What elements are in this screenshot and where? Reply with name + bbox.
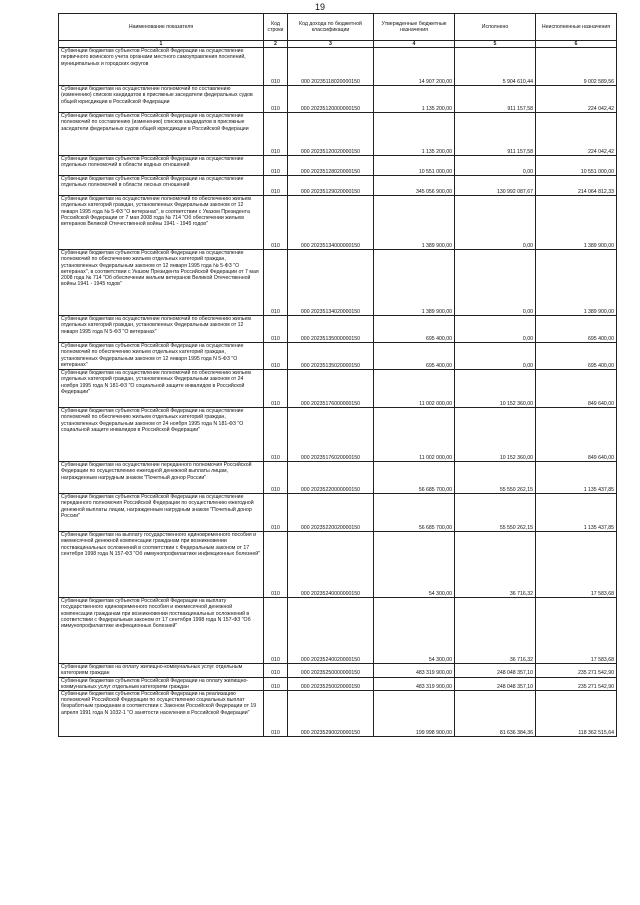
- row-executed: 0,00: [455, 316, 536, 343]
- row-name: Субвенции бюджетам на осуществление полномочий по обеспечению жильем отдельных категорий граждан, установленных Федеральным законом от 12 января 1995 года N 5-ФЗ "О ветеранах": [59, 316, 264, 343]
- row-executed: 10 152 360,00: [455, 408, 536, 462]
- row-classification: 000 20235134000000150: [288, 196, 374, 250]
- row-approved: 199 998 900,00: [374, 691, 455, 737]
- row-executed: 0,00: [455, 343, 536, 370]
- row-code: 010: [264, 156, 288, 176]
- row-classification: 000 20235120020000150: [288, 113, 374, 156]
- row-name: Субвенции бюджетам субъектов Российской Федерации на осуществление отдельных полномочий в области лесных отношений: [59, 176, 264, 196]
- row-name: Субвенции бюджетам субъектов Российской Федерации на оплату жилищно-коммунальных услуг отдельным категориям граждан: [59, 677, 264, 690]
- row-classification: 000 20235128020000150: [288, 156, 374, 176]
- row-unexecuted: 695 400,00: [536, 316, 617, 343]
- row-code: 010: [264, 316, 288, 343]
- row-code: 010: [264, 664, 288, 677]
- table-row: [59, 196, 617, 250]
- table-row: [59, 462, 617, 494]
- row-executed: 10 152 360,00: [455, 370, 536, 408]
- row-executed: 55 550 262,15: [455, 462, 536, 494]
- row-code: 010: [264, 176, 288, 196]
- header-classification: Код дохода по бюджетной классификации: [288, 14, 374, 41]
- row-executed: 248 048 357,10: [455, 677, 536, 690]
- row-classification: 000 20235120000000150: [288, 86, 374, 113]
- table-row: [59, 316, 617, 343]
- table-row: [59, 113, 617, 156]
- row-unexecuted: 849 640,00: [536, 408, 617, 462]
- row-name: Субвенции бюджетам на оплату жилищно-коммунальных услуг отдельным категориям граждан: [59, 664, 264, 677]
- table-row: [59, 86, 617, 113]
- row-name: Субвенции бюджетам на осуществление полномочий по составлению (изменению) списков кандидатов в присяжные заседатели федеральных судов общей юрисдикции в Российской Федерации: [59, 86, 264, 113]
- row-name: Субвенции бюджетам субъектов Российской Федерации на осуществление полномочий по обеспечению жильем отдельных категорий граждан, установленных Федеральным законом от 12 января 1995 года N 5-ФЗ "О ветеранах": [59, 343, 264, 370]
- row-executed: 0,00: [455, 196, 536, 250]
- page-number: 19: [314, 2, 325, 12]
- column-number: 2: [264, 41, 288, 48]
- row-code: 010: [264, 86, 288, 113]
- row-unexecuted: 235 271 542,90: [536, 677, 617, 690]
- row-approved: 483 319 900,00: [374, 677, 455, 690]
- table-body: [59, 48, 617, 737]
- row-approved: 1 135 200,00: [374, 113, 455, 156]
- row-classification: 000 20235220020000150: [288, 494, 374, 532]
- table-row: [59, 250, 617, 316]
- row-classification: 000 20235134020000150: [288, 250, 374, 316]
- row-classification: 000 20235250000000150: [288, 664, 374, 677]
- row-name: Субвенции бюджетам субъектов Российской Федерации на осуществление переданного полномочия Российской Федерации по осуществлению ежегодной денежной выплаты лицам, награжденным нагрудным знаком "Почетный донор России": [59, 494, 264, 532]
- row-name: Субвенции бюджетам субъектов Российской Федерации на осуществление полномочий по обеспечению жильем отдельных категорий граждан, установленных Федеральным законом от 24 ноября 1995 года N 181-ФЗ "О социальной защите инвалидов в Российской Федерации": [59, 408, 264, 462]
- row-approved: 56 685 700,00: [374, 494, 455, 532]
- row-classification: 000 20235135000000150: [288, 316, 374, 343]
- row-executed: 36 716,32: [455, 598, 536, 664]
- row-unexecuted: 224 042,42: [536, 113, 617, 156]
- table-row: [59, 370, 617, 408]
- table-row: [59, 677, 617, 690]
- row-executed: 911 157,58: [455, 113, 536, 156]
- table-row: [59, 48, 617, 86]
- row-executed: 55 550 262,15: [455, 494, 536, 532]
- row-name: Субвенции бюджетам на осуществление полномочий по обеспечению жильем отдельных категорий граждан, установленных Федеральным законом от 12 января 1995 года № 5-ФЗ "О ветеранах", в соответствии с Указом Президента Российской Федерации от 7 мая 2008 года № 714 "Об обеспечении жильем ветеранов Великой Отечественной войны 1941 - 1945 годов": [59, 196, 264, 250]
- header-name: Наименование показателя: [59, 14, 264, 41]
- row-name: Субвенции бюджетам субъектов Российской Федерации на осуществление полномочий по составлению (изменению) списков кандидатов в присяжные заседатели федеральных судов общей юрисдикции в Российской Федерации: [59, 113, 264, 156]
- row-code: 010: [264, 370, 288, 408]
- row-approved: 345 056 900,00: [374, 176, 455, 196]
- row-unexecuted: 1 135 437,85: [536, 462, 617, 494]
- row-executed: 911 157,58: [455, 86, 536, 113]
- table-row: [59, 664, 617, 677]
- column-number: 4: [374, 41, 455, 48]
- row-approved: 1 135 200,00: [374, 86, 455, 113]
- row-approved: 695 400,00: [374, 316, 455, 343]
- column-number: 6: [536, 41, 617, 48]
- header-approved: Утвержденные бюджетные назначения: [374, 14, 455, 41]
- header-code: Код строки: [264, 14, 288, 41]
- row-code: 010: [264, 113, 288, 156]
- row-executed: 248 048 357,10: [455, 664, 536, 677]
- row-classification: 000 20235118020000150: [288, 48, 374, 86]
- row-code: 010: [264, 677, 288, 690]
- row-code: 010: [264, 691, 288, 737]
- row-unexecuted: 10 551 000,00: [536, 156, 617, 176]
- row-code: 010: [264, 48, 288, 86]
- table-row: [59, 598, 617, 664]
- row-code: 010: [264, 196, 288, 250]
- row-approved: 695 400,00: [374, 343, 455, 370]
- row-classification: 000 20235240020000150: [288, 598, 374, 664]
- row-classification: 000 20235220000000150: [288, 462, 374, 494]
- row-classification: 000 20235129020000150: [288, 176, 374, 196]
- row-classification: 000 20235176020000150: [288, 408, 374, 462]
- row-name: Субвенции бюджетам субъектов Российской Федерации на реализацию полномочий Российской Федерации по осуществлению социальных выплат безработным гражданам в соответствии с Законом Российской Федерации от 19 апреля 1991 года N 1032-1 "О занятости населения в Российской Федерации": [59, 691, 264, 737]
- row-code: 010: [264, 343, 288, 370]
- row-code: 010: [264, 598, 288, 664]
- row-classification: 000 20235240000000150: [288, 532, 374, 598]
- row-name: Субвенции бюджетам субъектов Российской Федерации на выплату государственного единовременного пособия и ежемесячной денежной компенсации гражданам при возникновении поствакцинальных осложнений в соответствии с Федеральным законом от 17 сентября 1998 года N 157-ФЗ "Об иммунопрофилактике инфекционных болезней": [59, 598, 264, 664]
- row-unexecuted: 224 042,42: [536, 86, 617, 113]
- row-executed: 0,00: [455, 156, 536, 176]
- row-name: Субвенции бюджетам субъектов Российской Федерации на осуществление первичного воинского учета органами местного самоуправления поселений, муниципальных и городских округов: [59, 48, 264, 86]
- row-approved: 10 551 000,00: [374, 156, 455, 176]
- row-unexecuted: 849 640,00: [536, 370, 617, 408]
- table-row: [59, 494, 617, 532]
- column-number: 3: [288, 41, 374, 48]
- header-unexecuted: Неисполненные назначения: [536, 14, 617, 41]
- row-classification: 000 20235250020000150: [288, 677, 374, 690]
- row-name: Субвенции бюджетам на осуществление переданного полномочия Российской Федерации по осуществлению ежегодной денежной выплаты лицам, награжденным нагрудным знаком "Почетный донор России": [59, 462, 264, 494]
- table-row: [59, 343, 617, 370]
- table-row: [59, 176, 617, 196]
- row-classification: 000 20235135020000150: [288, 343, 374, 370]
- row-approved: 56 685 700,00: [374, 462, 455, 494]
- row-executed: 36 716,32: [455, 532, 536, 598]
- row-name: Субвенции бюджетам субъектов Российской Федерации на осуществление полномочий по обеспечению жильем отдельных категорий граждан, установленных Федеральным законом от 12 января 1995 года № 5-ФЗ "О ветеранах", в соответствии с Указом Президента Российской Федерации от 7 мая 2008 года № 714 "Об обеспечении жильем ветеранов Великой Отечественной войны 1941 - 1945 годов": [59, 250, 264, 316]
- row-unexecuted: 9 002 589,56: [536, 48, 617, 86]
- row-name: Субвенции бюджетам на выплату государственного единовременного пособия и ежемесячной денежной компенсации гражданам при возникновении поствакцинальных осложнений в соответствии с Федеральным законом от 17 сентября 1998 года N 157-ФЗ "Об иммунопрофилактике инфекционных болезней": [59, 532, 264, 598]
- row-approved: 1 389 900,00: [374, 250, 455, 316]
- row-approved: 54 300,00: [374, 598, 455, 664]
- row-unexecuted: 214 064 812,33: [536, 176, 617, 196]
- row-executed: 0,00: [455, 250, 536, 316]
- row-unexecuted: 1 389 900,00: [536, 196, 617, 250]
- row-executed: 5 904 610,44: [455, 48, 536, 86]
- row-unexecuted: 235 271 542,90: [536, 664, 617, 677]
- table-row: [59, 532, 617, 598]
- row-approved: 54 300,00: [374, 532, 455, 598]
- row-classification: 000 20235176000000150: [288, 370, 374, 408]
- row-unexecuted: 17 583,68: [536, 532, 617, 598]
- row-unexecuted: 118 362 515,64: [536, 691, 617, 737]
- row-approved: 1 389 900,00: [374, 196, 455, 250]
- column-number: 5: [455, 41, 536, 48]
- header-executed: Исполнено: [455, 14, 536, 41]
- row-executed: 130 992 087,67: [455, 176, 536, 196]
- row-code: 010: [264, 250, 288, 316]
- row-approved: 11 002 000,00: [374, 370, 455, 408]
- row-classification: 000 20235290020000150: [288, 691, 374, 737]
- table-row: [59, 156, 617, 176]
- header-row: [59, 14, 617, 41]
- row-executed: 81 636 384,36: [455, 691, 536, 737]
- column-number-row: [59, 41, 617, 48]
- row-code: 010: [264, 408, 288, 462]
- row-approved: 11 002 000,00: [374, 408, 455, 462]
- row-name: Субвенции бюджетам на осуществление полномочий по обеспечению жильем отдельных категорий граждан, установленных Федеральным законом от 24 ноября 1995 года N 181-ФЗ "О социальной защите инвалидов в Российской Федерации": [59, 370, 264, 408]
- row-code: 010: [264, 494, 288, 532]
- row-unexecuted: 1 135 437,85: [536, 494, 617, 532]
- row-code: 010: [264, 532, 288, 598]
- row-unexecuted: 1 389 900,00: [536, 250, 617, 316]
- table-row: [59, 691, 617, 737]
- row-unexecuted: 695 400,00: [536, 343, 617, 370]
- row-name: Субвенции бюджетам субъектов Российской Федерации на осуществление отдельных полномочий в области водных отношений: [59, 156, 264, 176]
- budget-execution-table: [58, 13, 617, 737]
- row-code: 010: [264, 462, 288, 494]
- row-approved: 483 319 900,00: [374, 664, 455, 677]
- row-approved: 14 907 200,00: [374, 48, 455, 86]
- table-row: [59, 408, 617, 462]
- column-number: 1: [59, 41, 264, 48]
- row-unexecuted: 17 583,68: [536, 598, 617, 664]
